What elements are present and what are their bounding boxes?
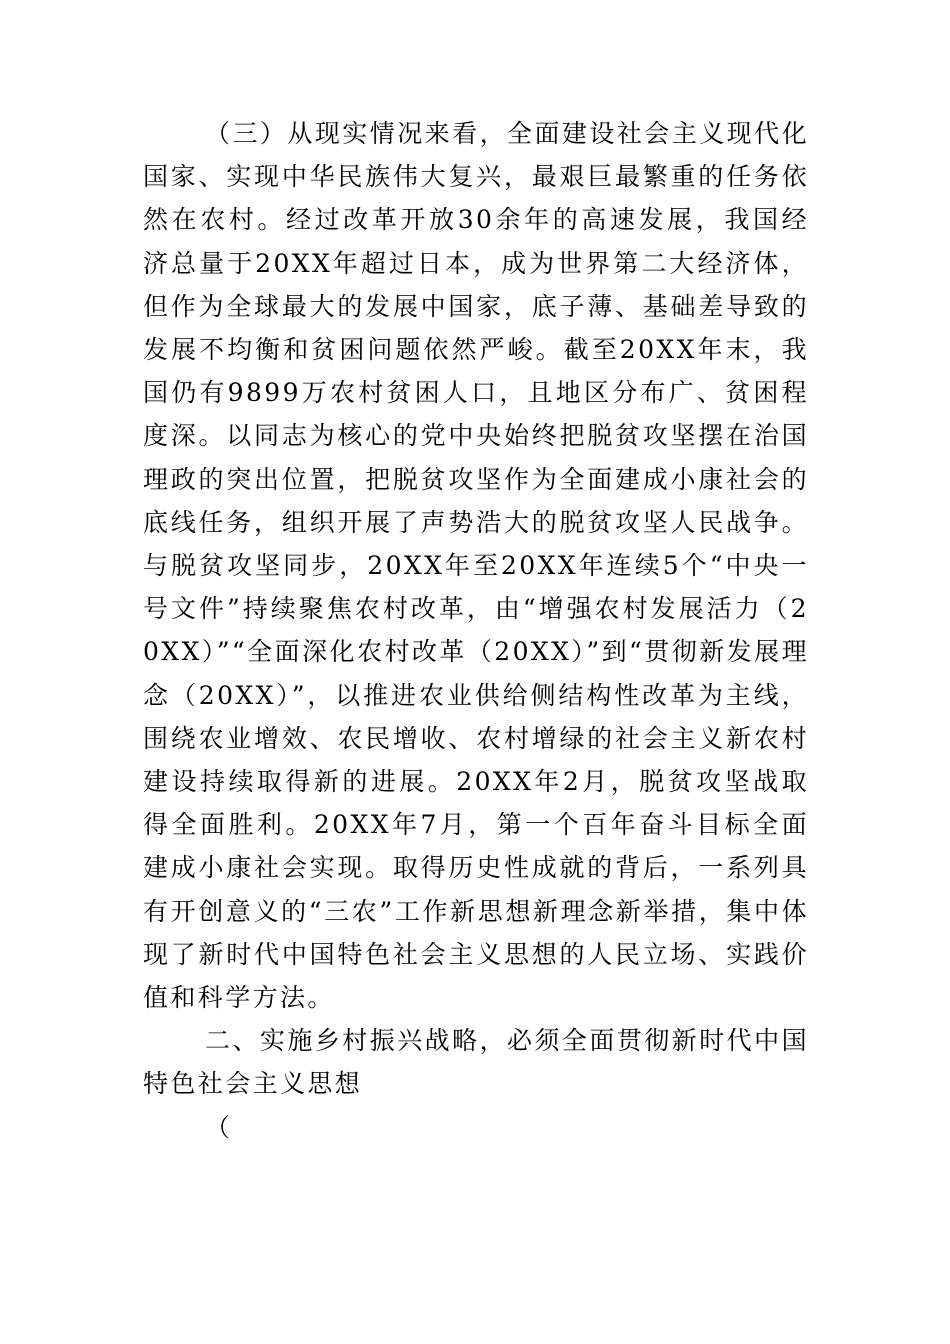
body-paragraph: （三）从现实情况来看，全面建设社会主义现代化国家、实现中华民族伟大复兴，最艰巨最繁重的任务依然在农村。经过改革开放30余年的高速发展，我国经济总量于20XX年超过日本，成为世界第二大经济体，但作为全球最大的发展中国家，底子薄、基础差导致的发展不均衡和贫困问题依然严峻。截至20XX年末，我国仍有9899万农村贫困人口，且地区分布广、贫困程度深。以同志为核心的党中央始终把脱贫攻坚摆在治国理政的突出位置，把脱贫攻坚作为全面建成小康社会的底线任务，组织开展了声势浩大的脱贫攻坚人民战争。与脱贫攻坚同步，20XX年至20XX年连续5个“中央一号文件”持续聚焦农村改革，由“增强农村发展活力（20XX）”“全面深化农村改革（20XX）”到“贯彻新发展理念（20XX）”，以推进农业供给侧结构性改革为主线，围绕农业增效、农民增收、农村增绿的社会主义新农村建设持续取得新的进展。20XX年2月，脱贫攻坚战取得全面胜利。20XX年7月，第一个百年奋斗目标全面建成小康社会实现。取得历史性成就的背后，一系列具有开创意义的“三农”工作新思想新理念新举措，集中体现了新时代中国特色社会主义思想的人民立场、实践价值和科学方法。 — [143, 119, 809, 1013]
section-heading: 二、实施乡村振兴战略，必须全面贯彻新时代中国特色社会主义思想 — [143, 1026, 809, 1099]
document-body — [143, 112, 809, 1149]
trailing-paragraph-start: （ — [205, 1112, 231, 1142]
